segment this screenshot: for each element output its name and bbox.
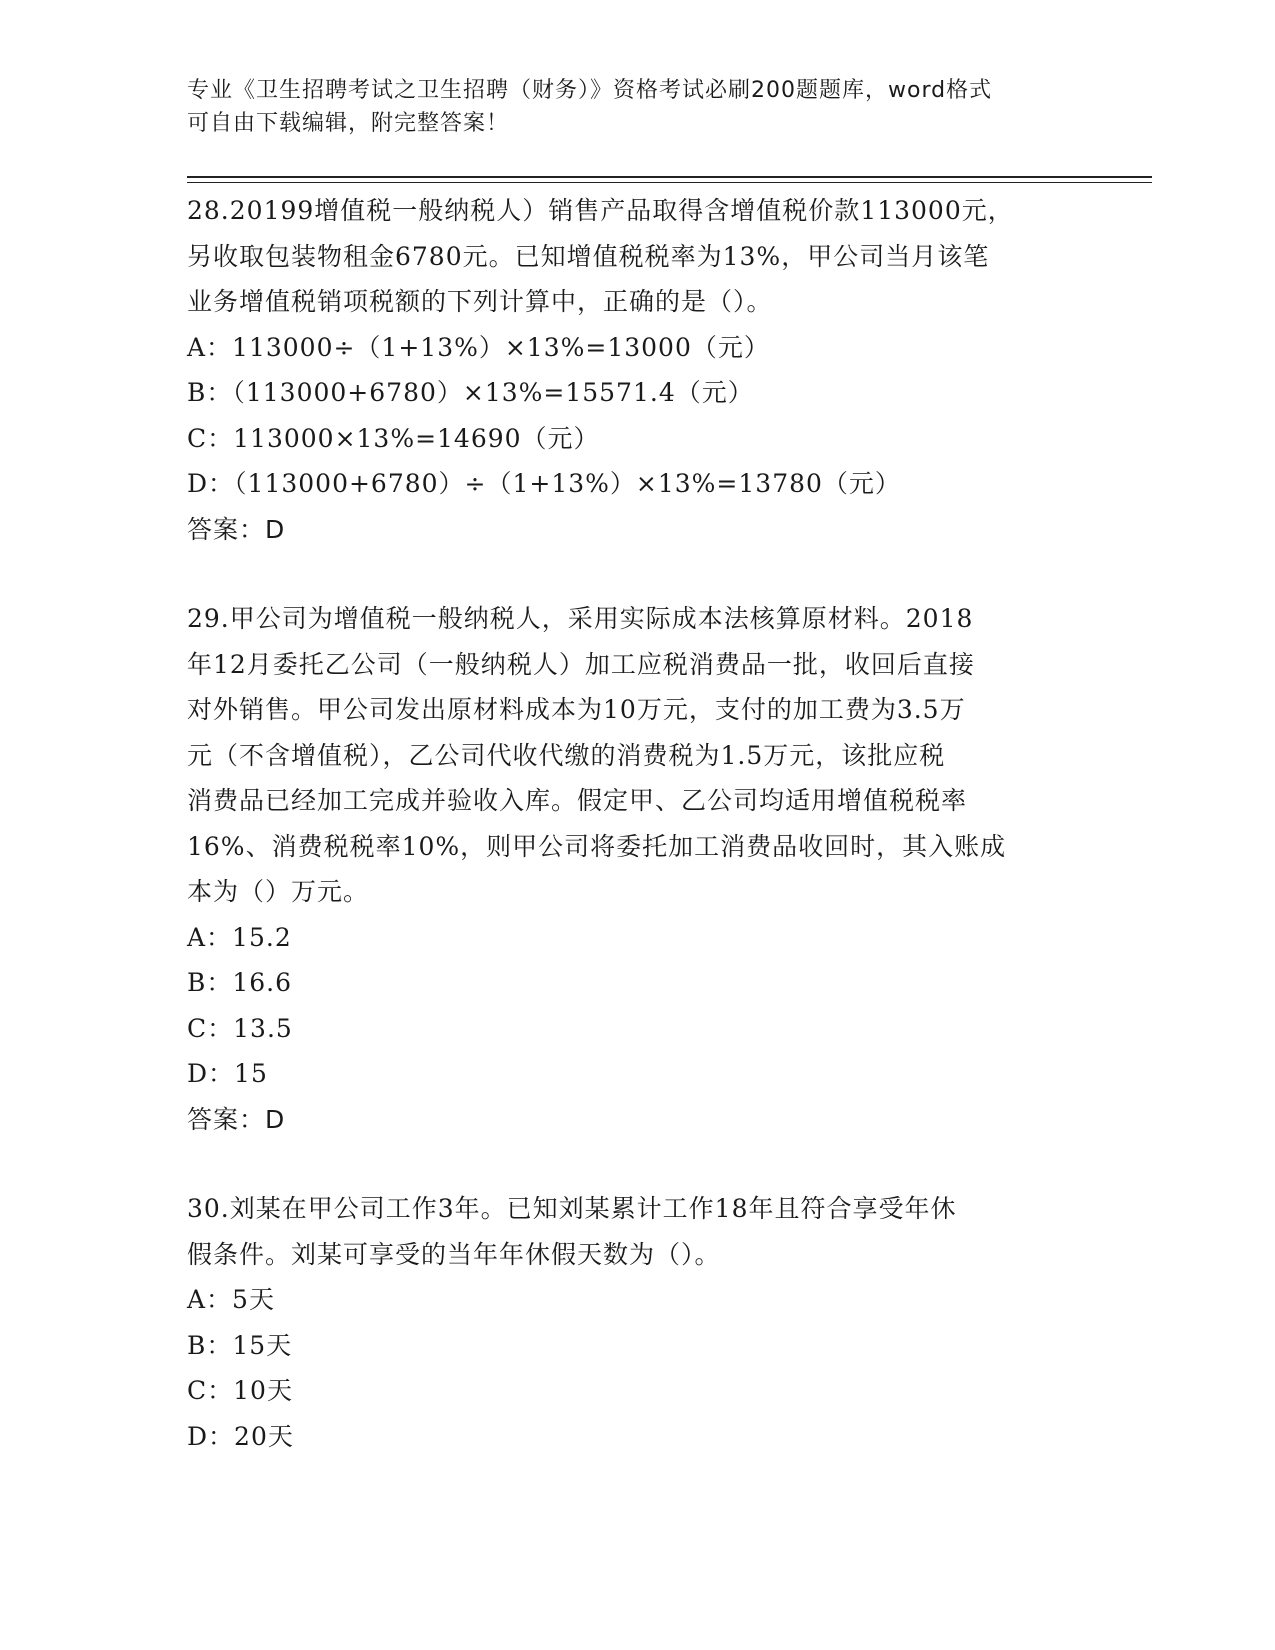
option-d: D：15 [187,1059,268,1088]
option-d: D：20天 [187,1421,294,1451]
question-text-line: 消费品已经加工完成并验收入库。假定甲、乙公司均适用增值税税率 [187,786,968,815]
option-b: B：（113000+6780）×13%=15571.4（元） [187,378,754,407]
question-text-line: 本为（）万元。 [187,877,370,906]
question-text-line: 另收取包装物租金6780元。已知增值税税率为13%，甲公司当月该笔 [187,241,990,271]
question-text-line: 年12月委托乙公司（一般纳税人）加工应税消费品一批，收回后直接 [187,649,975,679]
header-divider-thick [187,176,1152,178]
question-text-line: 对外销售。甲公司发出原材料成本为10万元，支付的加工费为3.5万 [187,695,966,724]
question-text-line: 30.刘某在甲公司工作3年。已知刘某累计工作18年且符合享受年休 [187,1194,957,1223]
option-b: B：16.6 [187,968,293,997]
question-spacer [187,1142,1087,1186]
question-block [187,188,1087,552]
header-line-1: 专业《卫生招聘考试之卫生招聘（财务）》资格考试必刷200题题库，word格式 [187,78,993,103]
answer-line: 答案：D [187,514,286,544]
option-b: B：15天 [187,1330,293,1360]
option-c: C：13.5 [187,1013,293,1043]
question-text-line: 29.甲公司为增值税一般纳税人，采用实际成本法核算原材料。2018 [187,604,974,633]
question-spacer [187,552,1087,596]
document-header [187,74,1067,140]
question-text-line: 假条件。刘某可享受的当年年休假天数为（）。 [187,1239,721,1269]
option-d: D：（113000+6780）÷（1+13%）×13%=13780（元） [187,469,901,498]
question-text-line: 业务增值税销项税额的下列计算中，正确的是（）。 [187,287,773,316]
question-block [187,596,1087,1142]
option-c: C：113000×13%=14690（元） [187,423,600,453]
question-block [187,1186,1087,1459]
header-line-2: 可自由下载编辑，附完整答案！ [187,111,510,136]
option-a: A：113000÷（1+13%）×13%=13000（元） [187,332,770,362]
question-text-line: 28.20199增值税一般纳税人）销售产品取得含增值税价款113000元， [187,196,1014,225]
option-a: A：15.2 [187,922,292,952]
question-text-line: 元（不含增值税），乙公司代收代缴的消费税为1.5万元，该批应税 [187,740,946,770]
answer-line: 答案：D [187,1104,286,1134]
option-a: A：5天 [187,1285,275,1314]
option-c: C：10天 [187,1376,293,1405]
question-list [187,188,1087,1459]
header-divider-thin [187,182,1152,183]
question-text-line: 16%、消费税税率10%，则甲公司将委托加工消费品收回时，其入账成 [187,831,1007,861]
